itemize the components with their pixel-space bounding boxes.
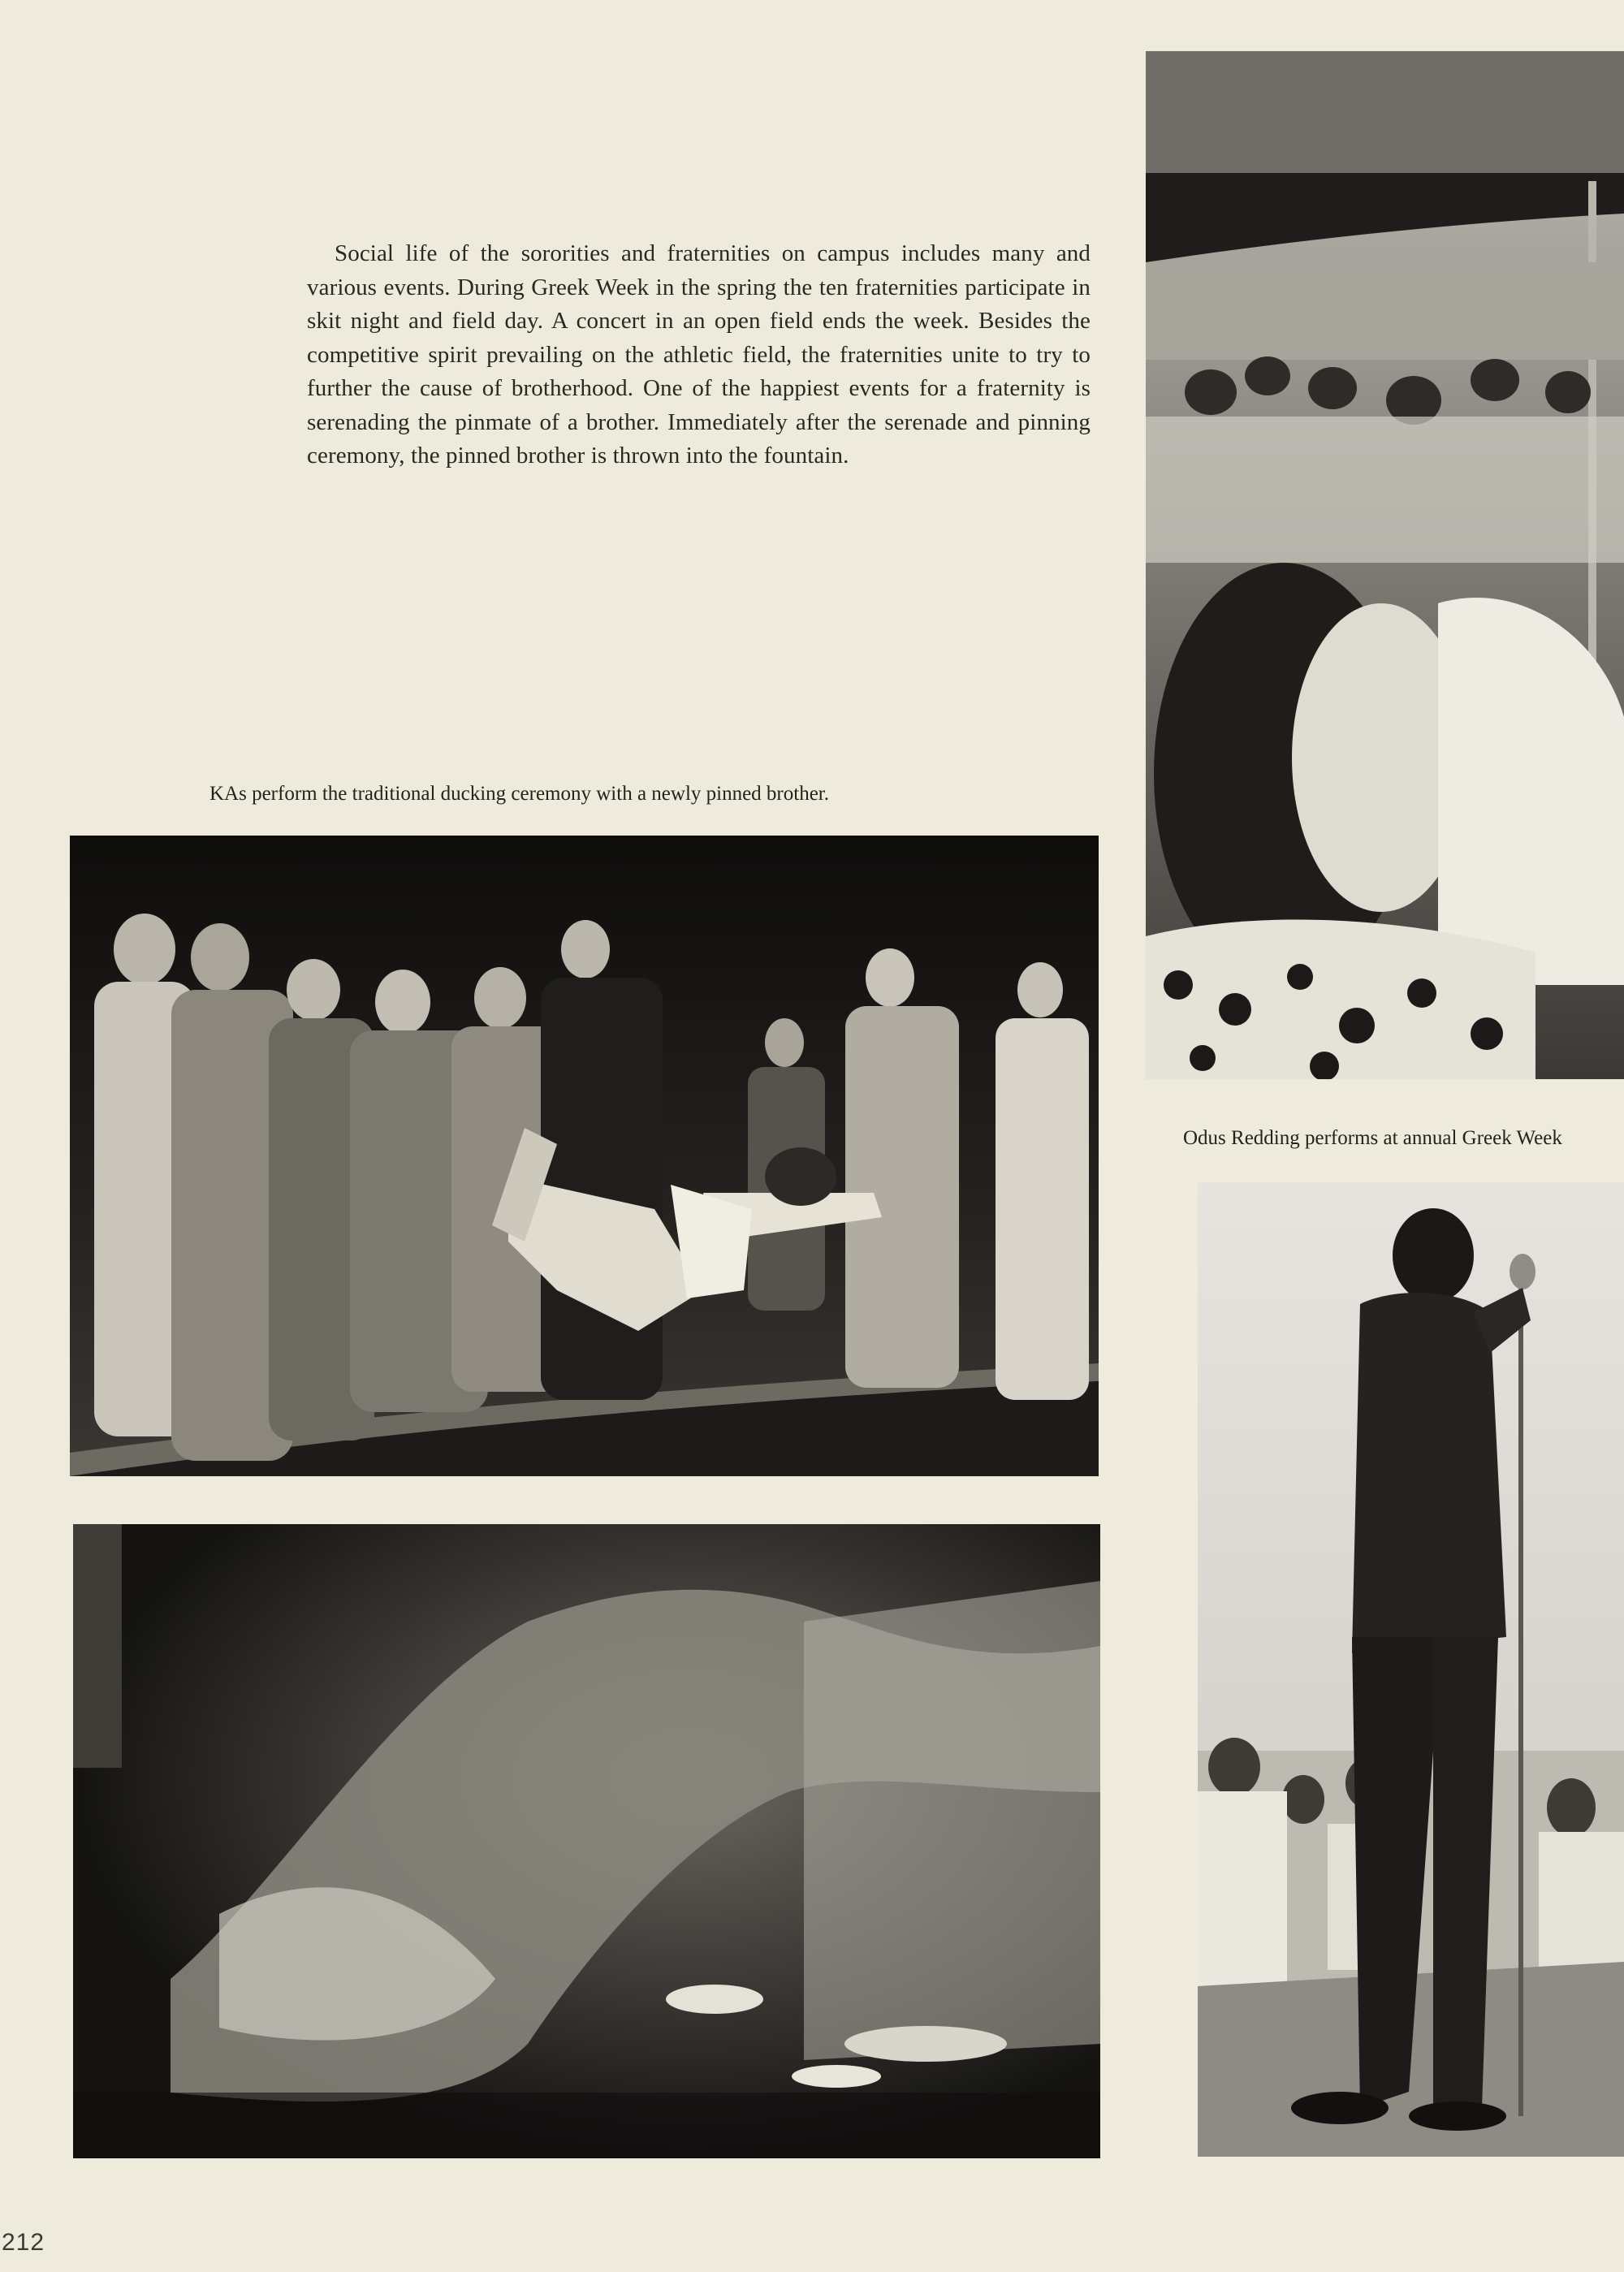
fountain-splash-photo — [73, 1524, 1100, 2158]
concert-crowd-photo — [1146, 51, 1624, 1079]
intro-paragraph: Social life of the sororities and fraternities on campus includes many and various events. During Greek Week in the spring the ten fraternities participate in skit night and field day. A concert in an open field ends the week. Besides the competitive spirit prevailing on the athletic field, the fraternities unite to try to further the cause of brotherhood. One of the happiest events for a fraternity is serenading the pinmate of a brother. Immediately after the serenade and pinning ceremony, the pinned brother is thrown into the fountain. — [307, 240, 1091, 469]
ducking-ceremony-photo — [70, 836, 1099, 1476]
ducking-photo-caption: KAs perform the traditional ducking ceremony with a newly pinned brother. — [209, 783, 829, 805]
concert-photo-caption: Odus Redding performs at annual Greek Week — [1183, 1127, 1562, 1149]
page-number: 212 — [2, 2229, 45, 2256]
singer-performing-photo — [1198, 1182, 1624, 2157]
